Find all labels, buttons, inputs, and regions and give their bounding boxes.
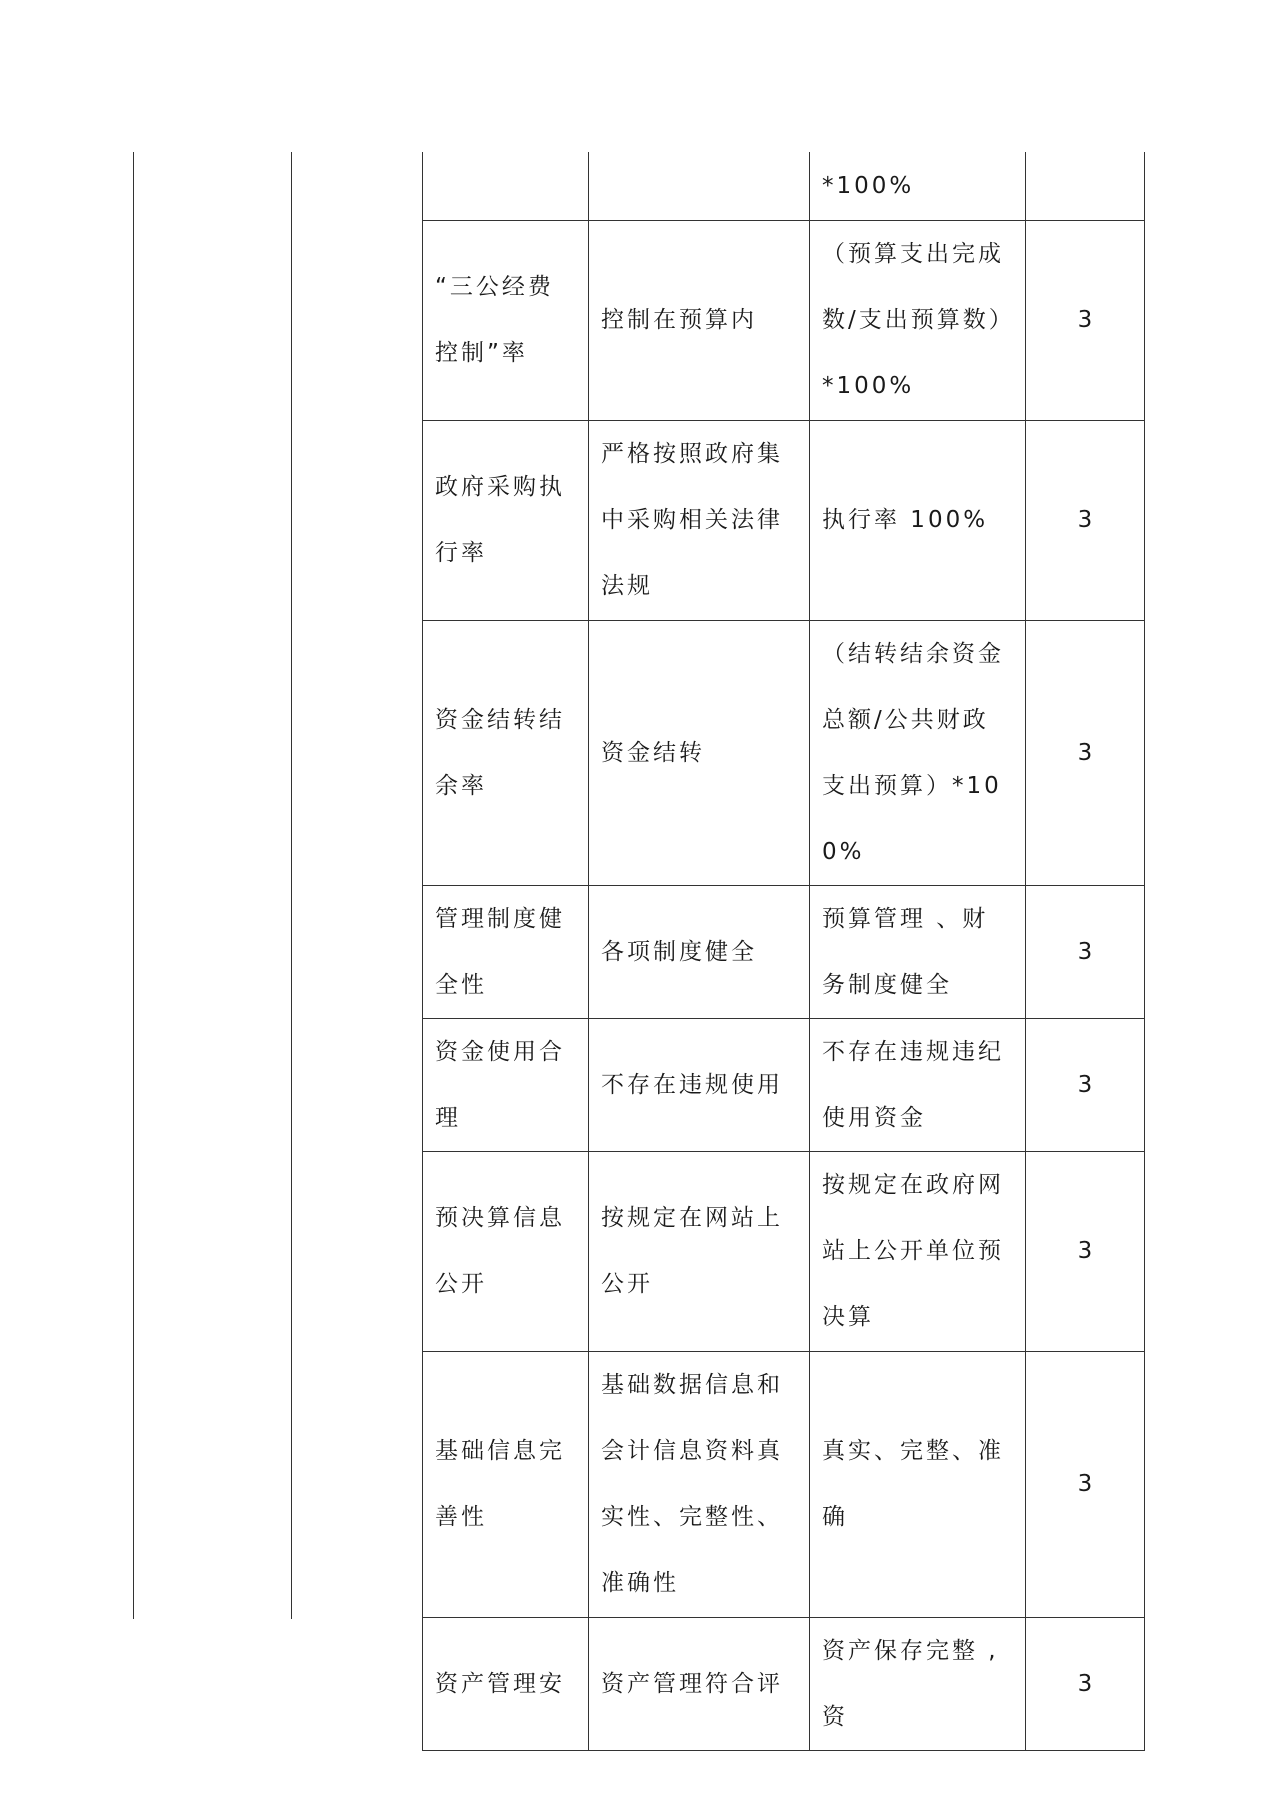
indicator-cell: 管理制度健全性 bbox=[423, 885, 589, 1018]
method-cell: 执行率 100% bbox=[810, 420, 1026, 620]
evaluation-table bbox=[422, 152, 1145, 1751]
indicator-cell: 政府采购执行率 bbox=[423, 420, 589, 620]
indicator-cell: 资金使用合理 bbox=[423, 1018, 589, 1151]
method-cell: （结转结余资金总额/公共财政支出预算）*100% bbox=[810, 620, 1026, 885]
score-cell bbox=[1026, 152, 1145, 220]
score-cell: 3 bbox=[1026, 1018, 1145, 1151]
table-row bbox=[423, 1018, 1145, 1151]
method-cell: 不存在违规违纪使用资金 bbox=[810, 1018, 1026, 1151]
score-cell: 3 bbox=[1026, 1617, 1145, 1750]
indicator-cell bbox=[423, 152, 589, 220]
table-row bbox=[423, 152, 1145, 220]
table-row bbox=[423, 1351, 1145, 1617]
table-row bbox=[423, 420, 1145, 620]
table-row bbox=[423, 885, 1145, 1018]
standard-cell: 资产管理符合评 bbox=[589, 1617, 810, 1750]
table-row bbox=[423, 1151, 1145, 1351]
standard-cell: 按规定在网站上公开 bbox=[589, 1151, 810, 1351]
method-cell: （预算支出完成数/支出预算数）*100% bbox=[810, 220, 1026, 420]
method-cell: 预算管理 、财务制度健全 bbox=[810, 885, 1026, 1018]
table-row bbox=[423, 220, 1145, 420]
method-cell: 真实、完整、准确 bbox=[810, 1351, 1026, 1617]
score-cell: 3 bbox=[1026, 885, 1145, 1018]
score-cell: 3 bbox=[1026, 220, 1145, 420]
indicator-cell: 基础信息完善性 bbox=[423, 1351, 589, 1617]
outer-column-second-border bbox=[291, 152, 292, 1619]
standard-cell: 不存在违规使用 bbox=[589, 1018, 810, 1151]
score-cell: 3 bbox=[1026, 420, 1145, 620]
indicator-cell: “三公经费控制”率 bbox=[423, 220, 589, 420]
method-cell: *100% bbox=[810, 152, 1026, 220]
score-cell: 3 bbox=[1026, 1151, 1145, 1351]
standard-cell: 控制在预算内 bbox=[589, 220, 810, 420]
score-cell: 3 bbox=[1026, 1351, 1145, 1617]
table-row bbox=[423, 1617, 1145, 1750]
standard-cell: 资金结转 bbox=[589, 620, 810, 885]
indicator-cell: 资金结转结余率 bbox=[423, 620, 589, 885]
method-cell: 资产保存完整 ,资 bbox=[810, 1617, 1026, 1750]
standard-cell: 基础数据信息和会计信息资料真实性、完整性、准确性 bbox=[589, 1351, 810, 1617]
standard-cell bbox=[589, 152, 810, 220]
method-cell: 按规定在政府网站上公开单位预决算 bbox=[810, 1151, 1026, 1351]
outer-column-left-border bbox=[133, 152, 134, 1619]
score-cell: 3 bbox=[1026, 620, 1145, 885]
standard-cell: 各项制度健全 bbox=[589, 885, 810, 1018]
indicator-cell: 资产管理安 bbox=[423, 1617, 589, 1750]
standard-cell: 严格按照政府集中采购相关法律法规 bbox=[589, 420, 810, 620]
indicator-cell: 预决算信息公开 bbox=[423, 1151, 589, 1351]
table-row bbox=[423, 620, 1145, 885]
